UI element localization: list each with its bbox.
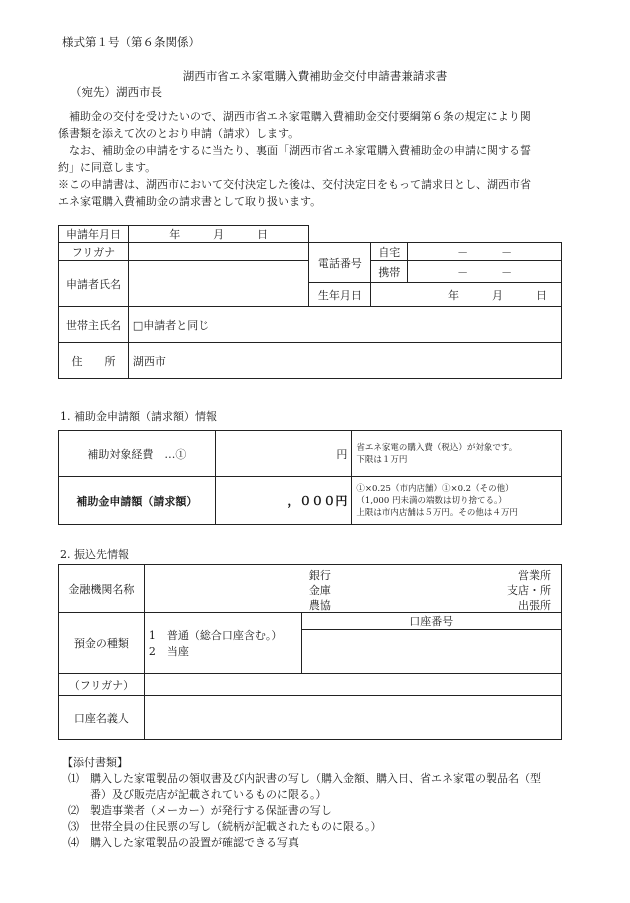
deposit-option-current: 2 当座 — [148, 645, 189, 658]
bank-type-nokyo: 農協 — [308, 599, 331, 612]
application-date-label: 申請年月日 — [59, 226, 129, 243]
application-date-field[interactable]: 年 月 日 — [128, 226, 309, 243]
branch-type-sub: 出張所 — [518, 599, 551, 612]
intro-line: 約」に同意します。 — [58, 161, 157, 174]
section2-heading: 2. 振込先情報 — [60, 548, 129, 561]
account-holder-field[interactable] — [144, 696, 561, 740]
bank-transfer-table — [58, 564, 562, 740]
form-number: 様式第１号（第６条関係） — [62, 35, 200, 49]
holder-furigana-label: （フリガナ） — [59, 674, 145, 696]
phone-label: 電話番号 — [309, 243, 371, 283]
address-label: 住 所 — [59, 343, 129, 379]
attachments-list — [62, 755, 541, 851]
account-number-field[interactable] — [301, 630, 561, 674]
subsidy-request-field[interactable]: ，０００円 — [215, 477, 352, 525]
mobile-phone-field[interactable]: － － — [408, 261, 562, 283]
attachment-item: ⑵ 製造事業者（メーカー）が発行する保証書の写し — [68, 804, 332, 817]
intro-line: 係書類を添えて次のとおり申請（請求）します。 — [58, 127, 300, 140]
attachments-heading: 【添付書類】 — [62, 756, 128, 769]
subsidy-amount-table — [58, 430, 562, 525]
mobile-phone-label: 携帯 — [371, 261, 408, 283]
account-number-label: 口座番号 — [301, 613, 561, 630]
attachment-item: ⑶ 世帯全員の住民票の写し（続柄が記載されたものに限る。） — [68, 820, 382, 833]
eligible-cost-note: 省エネ家電の購入費（税込）が対象です。 下限は１万円 — [352, 431, 562, 477]
branch-type-office: 営業所 — [518, 569, 551, 582]
applicant-name-field[interactable] — [128, 261, 309, 307]
home-phone-field[interactable]: － － — [408, 243, 562, 261]
deposit-type-label: 預金の種類 — [59, 613, 145, 674]
bank-type-bank: 銀行 — [308, 569, 331, 582]
intro-line: エネ家電購入費補助金の請求書として取り扱います。 — [58, 195, 322, 208]
branch-type-branch: 支店・所 — [507, 584, 551, 597]
home-phone-label: 自宅 — [371, 243, 408, 261]
attachment-item: ⑷ 購入した家電製品の設置が確認できる写真 — [68, 836, 299, 849]
bank-name-field[interactable] — [144, 565, 561, 613]
address-field[interactable]: 湖西市 — [128, 343, 561, 379]
household-head-field[interactable]: □申請者と同じ — [128, 307, 561, 343]
intro-paragraph — [58, 108, 578, 210]
applicant-table — [58, 225, 562, 379]
deposit-type-field[interactable] — [144, 613, 301, 674]
bank-type-shinkin: 金庫 — [308, 584, 331, 597]
section1-heading: 1. 補助金申請額（請求額）情報 — [60, 410, 217, 423]
subsidy-request-label: 補助金申請額（請求額） — [59, 477, 216, 525]
eligible-cost-label: 補助対象経費 …① — [59, 431, 216, 477]
birth-date-field[interactable]: 年 月 日 — [371, 283, 562, 307]
account-holder-label: 口座名義人 — [59, 696, 145, 740]
holder-furigana-field[interactable] — [144, 674, 561, 696]
deposit-option-ordinary: 1 普通（総合口座含む。） — [148, 629, 283, 642]
subsidy-request-note: ①×0.25（市内店舗）①×0.2（その他） （1,000 円未満の端数は切り捨てる。） 上限は市内店舗は５万円。その他は４万円 — [352, 477, 562, 525]
intro-line: なお、補助金の申請をするに当たり、裏面「湖西市省エネ家電購入費補助金の申請に関する誓 — [58, 144, 531, 157]
intro-line: ※この申請書は、湖西市において交付決定した後は、交付決定日をもって請求日とし、湖西市省 — [58, 178, 531, 191]
furigana-label: フリガナ — [59, 243, 129, 261]
applicant-name-label: 申請者氏名 — [59, 261, 129, 307]
attachment-item: 番）及び販売店が記載されているものに限る。） — [68, 788, 327, 801]
attachment-item: ⑴ 購入した家電製品の領収書及び内訳書の写し（購入金額、購入日、省エネ家電の製品名（型 — [68, 772, 541, 785]
bank-name-label: 金融機関名称 — [59, 565, 145, 613]
eligible-cost-field[interactable]: 円 — [215, 431, 352, 477]
intro-line: 補助金の交付を受けたいので、湖西市省エネ家電購入費補助金交付要綱第６条の規定により関 — [58, 110, 531, 123]
addressee: （宛先）湖西市長 — [70, 85, 162, 99]
document-title: 湖西市省エネ家電購入費補助金交付申請書兼請求書 — [182, 69, 448, 83]
birth-date-label: 生年月日 — [309, 283, 371, 307]
household-head-label: 世帯主氏名 — [59, 307, 129, 343]
furigana-field[interactable] — [128, 243, 309, 261]
